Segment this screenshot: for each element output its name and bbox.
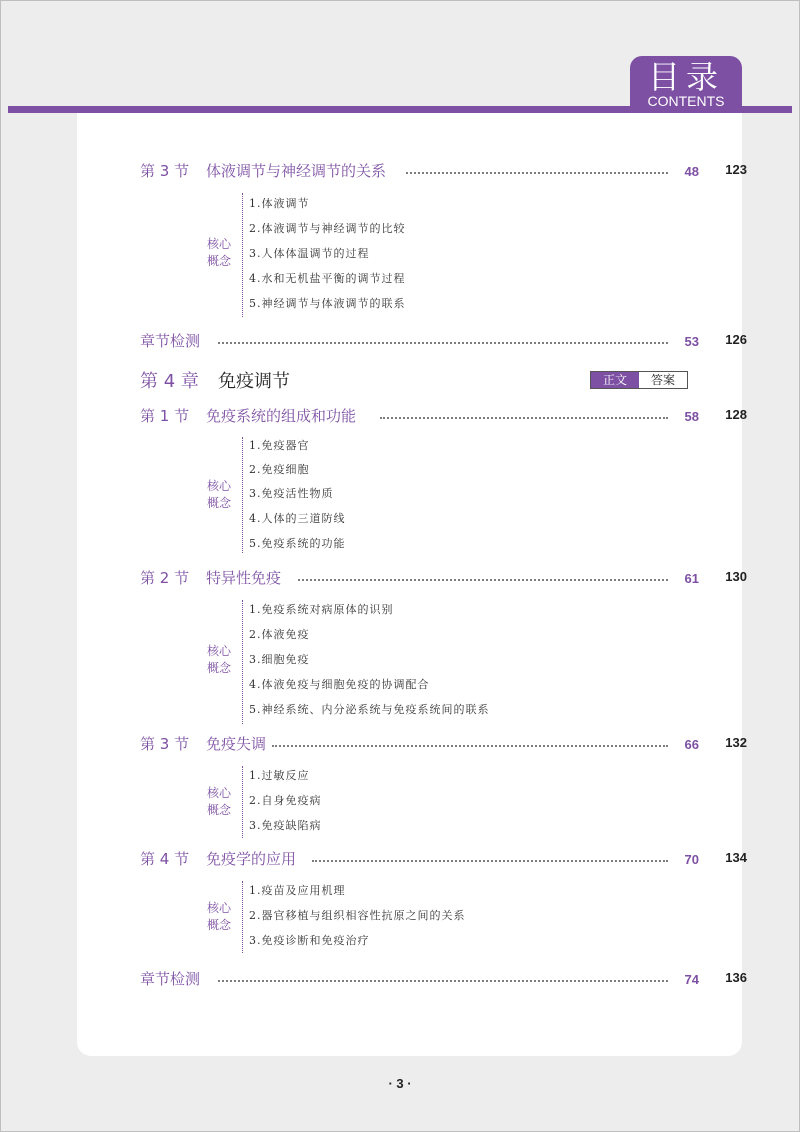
concept-item: 1.体液调节: [249, 197, 310, 210]
concept-item: 1.疫苗及应用机理: [249, 884, 346, 897]
core-concept-tag: 核心: [206, 644, 231, 658]
concept-divider: [242, 766, 243, 838]
concept-item: 2.自身免疫病: [249, 794, 322, 807]
concept-item: 3.人体体温调节的过程: [249, 247, 370, 260]
answer-button[interactable]: 答案: [639, 372, 687, 388]
core-concept-tag: 概念: [206, 254, 231, 268]
toc-row-section-2[interactable]: [140, 567, 750, 589]
core-concept-tag: 概念: [206, 496, 231, 510]
page-answer: 128: [725, 407, 747, 422]
page-main: 61: [684, 571, 699, 586]
core-concept-tag: 概念: [206, 918, 231, 932]
header-subtitle: CONTENTS: [647, 93, 725, 109]
section-label: 章节检测: [140, 970, 201, 988]
dot-leader: [312, 860, 668, 862]
core-concept-tag: 概念: [206, 803, 231, 817]
page-number: · 3 ·: [388, 1076, 412, 1091]
page-main: 48: [684, 164, 699, 179]
section-title: 免疫系统的组成和功能: [206, 407, 357, 425]
concept-item: 2.体液免疫: [249, 628, 310, 641]
toc-card: [77, 113, 747, 1056]
concept-item: 2.体液调节与神经调节的比较: [249, 222, 406, 235]
core-concept-tag: 核心: [206, 479, 231, 493]
section-title: 免疫失调: [206, 735, 267, 753]
dot-leader: [218, 980, 668, 982]
dot-leader: [406, 172, 668, 174]
page-main: 58: [684, 409, 699, 424]
main-answer-toggle: [590, 371, 688, 389]
dot-leader: [380, 417, 668, 419]
page-main: 53: [684, 334, 699, 349]
page-answer: 123: [725, 162, 747, 177]
page-main: 66: [684, 737, 699, 752]
concept-item: 4.人体的三道防线: [249, 512, 346, 525]
concept-item: 4.水和无机盐平衡的调节过程: [249, 272, 406, 285]
header-title: 目录: [647, 58, 724, 96]
concept-divider: [242, 600, 243, 724]
concept-item: 2.免疫细胞: [249, 463, 310, 476]
concept-item: 1.免疫系统对病原体的识别: [249, 603, 394, 616]
concept-item: 3.免疫诊断和免疫治疗: [249, 934, 370, 947]
core-concept-tag: 核心: [206, 786, 231, 800]
dot-leader: [298, 579, 668, 581]
section-title: 体液调节与神经调节的关系: [206, 162, 387, 180]
page-answer: 136: [725, 970, 747, 985]
dot-leader: [272, 745, 668, 747]
toc-row-section-3-6[interactable]: [140, 160, 750, 182]
page-main: 74: [684, 972, 699, 987]
concept-divider: [242, 881, 243, 953]
chapter-title: 免疫调节: [218, 371, 290, 392]
dot-leader: [218, 342, 668, 344]
section-title: 特异性免疫: [206, 569, 282, 587]
section-title: 免疫学的应用: [206, 850, 297, 868]
main-text-button[interactable]: 正文: [591, 372, 639, 388]
page-answer: 134: [725, 850, 747, 865]
concept-item: 5.神经系统、内分泌系统与免疫系统间的联系: [249, 703, 490, 716]
core-concept-tag: 核心: [206, 901, 231, 915]
toc-row-section-3[interactable]: [140, 733, 750, 755]
toc-row-section-4[interactable]: [140, 848, 750, 870]
chapter-label: 第 4 章: [140, 371, 199, 392]
concept-item: 1.免疫器官: [249, 439, 310, 452]
concept-item: 3.免疫缺陷病: [249, 819, 322, 832]
concept-item: 5.神经调节与体液调节的联系: [249, 297, 406, 310]
page-answer: 132: [725, 735, 747, 750]
section-label: 第 1 节: [140, 407, 190, 425]
concept-item: 2.器官移植与组织相容性抗原之间的关系: [249, 909, 466, 922]
section-label: 章节检测: [140, 332, 201, 350]
section-label: 第 3 节: [140, 735, 190, 753]
section-label: 第 3 节: [140, 162, 190, 180]
toc-row-chapter-test[interactable]: [140, 968, 750, 990]
toc-row-section-1[interactable]: [140, 405, 750, 427]
concept-item: 1.过敏反应: [249, 769, 310, 782]
page-answer: 126: [725, 332, 747, 347]
toc-row-chapter-test[interactable]: [140, 330, 750, 352]
concept-item: 5.免疫系统的功能: [249, 537, 346, 550]
page-main: 70: [684, 852, 699, 867]
concept-divider: [242, 437, 243, 553]
page-answer: 130: [725, 569, 747, 584]
concept-divider: [242, 193, 243, 317]
contents-header-tab: [630, 56, 742, 110]
core-concept-tag: 核心: [206, 237, 231, 251]
concept-item: 3.细胞免疫: [249, 653, 310, 666]
concept-item: 3.免疫活性物质: [249, 487, 334, 500]
core-concept-tag: 概念: [206, 661, 231, 675]
section-label: 第 2 节: [140, 569, 190, 587]
concept-item: 4.体液免疫与细胞免疫的协调配合: [249, 678, 430, 691]
section-label: 第 4 节: [140, 850, 190, 868]
